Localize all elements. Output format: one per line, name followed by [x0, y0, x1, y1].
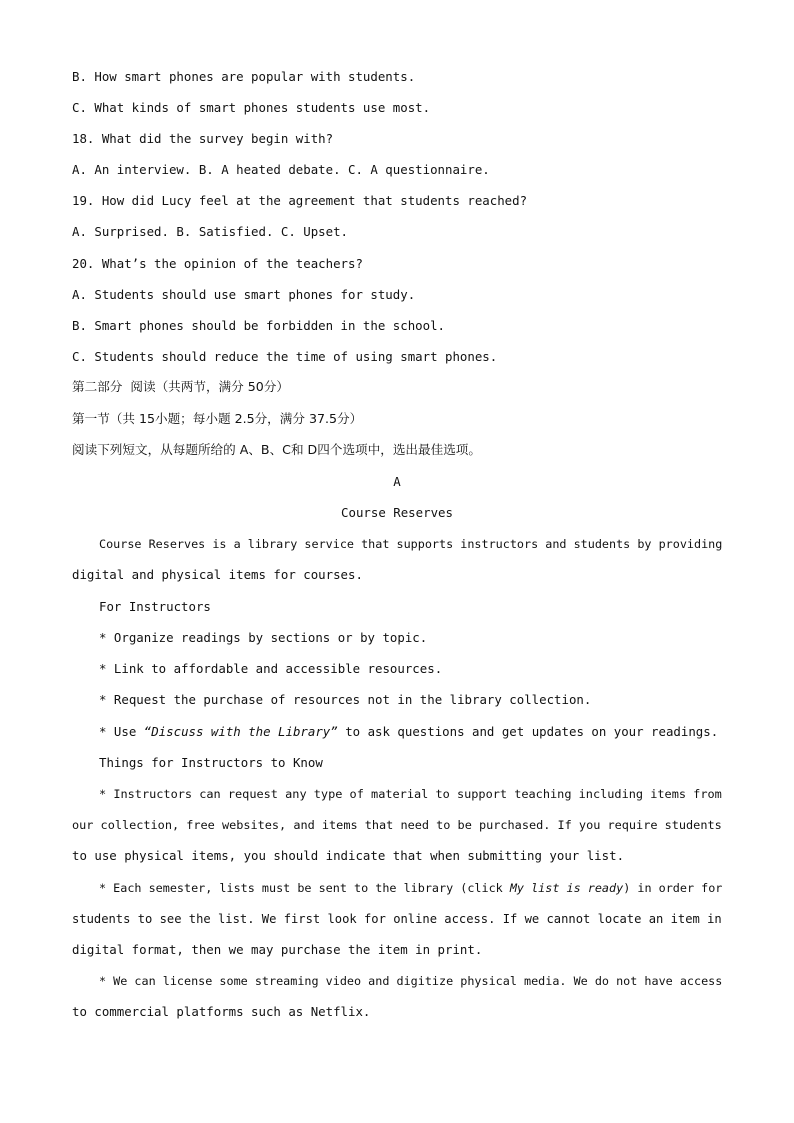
my-list-is-ready-text: My list is ready	[509, 881, 624, 895]
know-2-line-1	[99, 880, 722, 896]
know-1-line-2: our collection, free websites, and items that need to be purchased. If you require students	[72, 818, 722, 832]
reading-instructions: 阅读下列短文，从每题所给的 A、B、C和 D四个选项中，选出最佳选项。	[72, 442, 481, 457]
know-2-line-2: students to see the list. We first look for online access. If we cannot locate an item in	[72, 912, 722, 926]
know-1-line-1: * Instructors can request any type of material to support teaching including items from	[99, 787, 722, 801]
q18-options: A. An interview. B. A heated debate. C. A questionnaire.	[72, 162, 490, 177]
q20-option-c: C. Students should reduce the time of using smart phones.	[72, 349, 498, 364]
know-3-line-2: to commercial platforms such as Netflix.	[72, 1004, 371, 1019]
q19-options: A. Surprised. B. Satisfied. C. Upset.	[72, 224, 349, 239]
know-1-line-3: to use physical items, you should indicate that when submitting your list.	[72, 848, 625, 863]
reading-section-heading: 第一节（共 15小题；每小题 2.5分，满分 37.5分）	[72, 411, 363, 426]
know-2-prefix: * Each semester, lists must be sent to the library (click	[99, 881, 510, 895]
q20-option-b: B. Smart phones should be forbidden in the school.	[72, 318, 445, 333]
intro-line-1: Course Reserves is a library service that supports instructors and students by providing	[99, 537, 723, 551]
q20-question: 20. What’s the opinion of the teachers?	[72, 256, 363, 271]
q19-question: 19. How did Lucy feel at the agreement that students reached?	[72, 193, 528, 208]
q20-option-a: A. Students should use smart phones for study.	[72, 287, 416, 302]
q17-option-b: B. How smart phones are popular with students.	[72, 69, 416, 84]
bullet-discuss	[99, 724, 718, 740]
know-3-line-1: * We can license some streaming video and digitize physical media. We do not have access	[99, 974, 723, 988]
bullet-discuss-suffix: to ask questions and get updates on your readings.	[337, 724, 719, 739]
bullet-link: * Link to affordable and accessible resources.	[99, 661, 443, 676]
passage-letter: A	[393, 474, 401, 489]
discuss-with-library-text: “Discuss with the Library”	[143, 724, 338, 739]
bullet-request: * Request the purchase of resources not in the library collection.	[99, 692, 592, 707]
know-2-suffix: ) in order for	[623, 881, 723, 895]
reading-part-heading: 第二部分 阅读（共两节，满分 50分）	[72, 379, 289, 394]
intro-line-2: digital and physical items for courses.	[72, 567, 363, 582]
things-to-know-heading: Things for Instructors to Know	[99, 755, 323, 770]
q17-option-c: C. What kinds of smart phones students use most.	[72, 100, 431, 115]
bullet-organize: * Organize readings by sections or by topic.	[99, 630, 428, 645]
for-instructors-heading: For Instructors	[99, 599, 211, 614]
know-2-line-3: digital format, then we may purchase the item in print.	[72, 942, 483, 957]
passage-title: Course Reserves	[341, 505, 453, 520]
q18-question: 18. What did the survey begin with?	[72, 131, 334, 146]
bullet-discuss-prefix: * Use	[99, 724, 144, 739]
